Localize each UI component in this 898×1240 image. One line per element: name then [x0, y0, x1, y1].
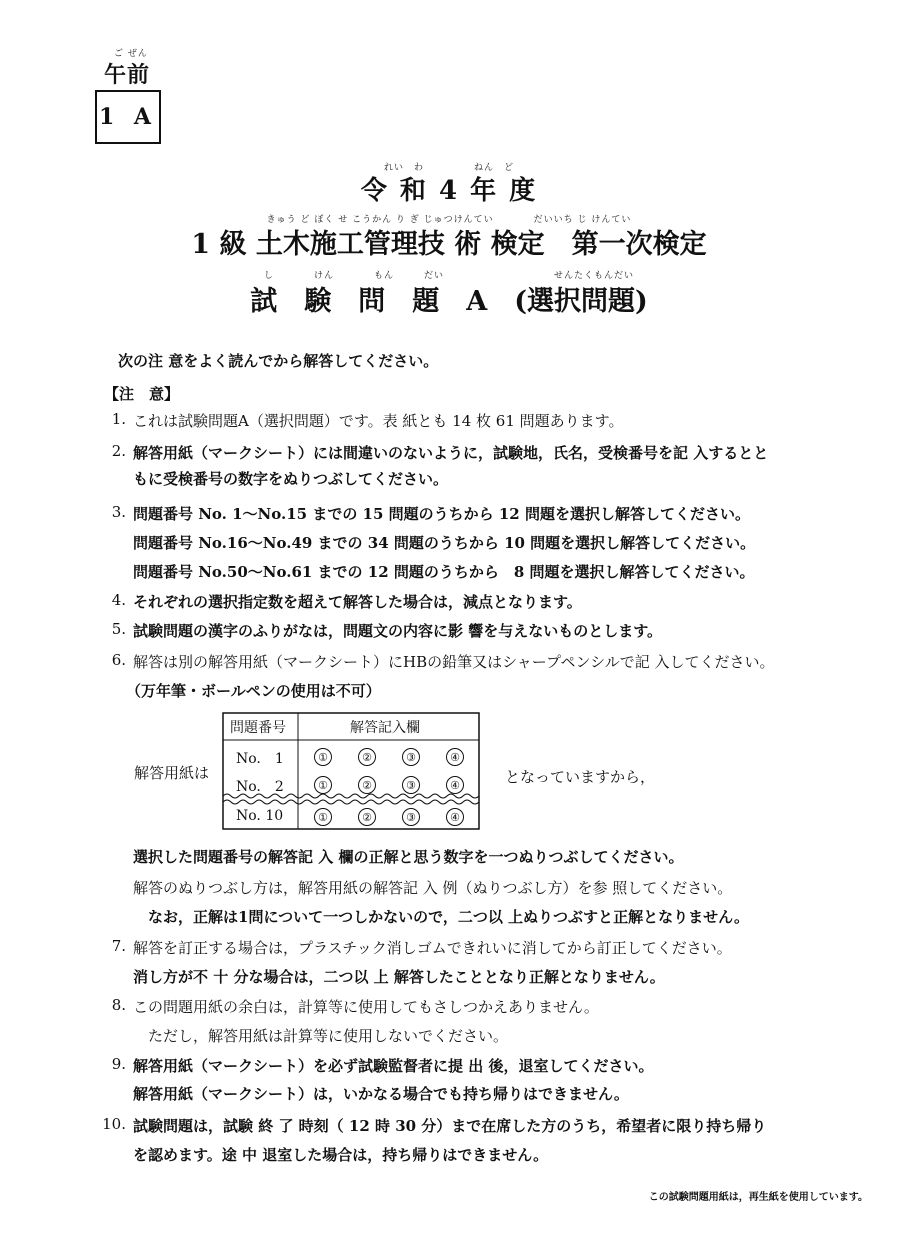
note-line: 問題番号 No.50～No.61 までの 12 問題のうちから 8 問題を選択し解答してください。	[133, 563, 755, 581]
paper-code: 1 A	[98, 104, 158, 130]
sheet-header-number: 問題番号	[230, 720, 286, 736]
note-line: 解答用紙（マークシート）には間違いのないように，試験地，氏名，受検番号を記 入するとと	[133, 444, 769, 462]
answer-bubble: ①	[314, 808, 332, 826]
note-line: もに受検番号の数字をぬりつぶしてください。	[133, 470, 449, 488]
intro-text: 次の注 意をよく読んでから解答してください。	[118, 352, 439, 370]
recycled-paper-notice: この試験問題用紙は，再生紙を使用しています。	[648, 1192, 868, 1203]
note-number: 1.	[111, 410, 126, 428]
title-exam-ruby: きゅう ど ぼく せ こうかん り ぎ じゅつけんてい だいいち じ けんてい	[266, 215, 632, 225]
notes-heading: 【注 意】	[104, 385, 180, 403]
note-line: なお，正解は1問について一つしかないので，二つ以 上ぬりつぶすと正解となりません。	[133, 908, 749, 926]
note-line: 問題番号 No.16～No.49 までの 34 問題のうちから 10 問題を選択し解答してください。	[133, 534, 756, 552]
note-number: 3.	[111, 503, 126, 521]
answer-bubble: ③	[402, 776, 420, 794]
answer-bubble: ①	[314, 776, 332, 794]
answer-bubble: ③	[402, 808, 420, 826]
note-line: 選択した問題番号の解答記 入 欄の正解と思う数字を一つぬりつぶしてください。	[133, 848, 684, 866]
sheet-row-label: No. 2	[236, 779, 284, 795]
answer-bubble: ②	[358, 776, 376, 794]
note-number: 5.	[111, 620, 126, 638]
note-line: 解答用紙（マークシート）は，いかなる場合でも持ち帰りはできません。	[133, 1085, 629, 1103]
note-line: この問題用紙の余白は，計算等に使用してもさしつかえありません。	[133, 998, 599, 1016]
answer-bubble: ①	[314, 748, 332, 766]
note-line: 試験問題の漢字のふりがなは，問題文の内容に影 響を与えないものとします。	[133, 622, 663, 640]
note-number: 6.	[111, 651, 126, 669]
note-line: 解答のぬりつぶし方は，解答用紙の解答記 入 例（ぬりつぶし方）を参 照してください。	[133, 879, 733, 897]
answer-sheet-tail: となっていますから，	[505, 768, 656, 786]
answer-bubble: ②	[358, 808, 376, 826]
note-number: 9.	[111, 1055, 126, 1073]
note-line: 解答を訂正する場合は，プラスチック消しゴムできれいに消してから訂正してください。	[133, 939, 732, 957]
sheet-row-label: No. 10	[236, 808, 284, 824]
note-line: 試験問題は，試験 終 了 時刻（ 12 時 30 分）まで在席した方のうち，希望者に限り持ち帰り	[133, 1117, 767, 1135]
note-line: を認めます。途 中 退室した場合は，持ち帰りはできません。	[133, 1146, 549, 1164]
session-label: 午前	[104, 62, 151, 88]
title-year: 令 和 4 年 度	[360, 176, 538, 206]
note-line: 問題番号 No. 1～No.15 までの 15 問題のうちから 12 問題を選択し解答してください。	[133, 505, 750, 523]
note-number: 8.	[111, 996, 126, 1014]
note-number: 10.	[102, 1115, 126, 1133]
note-line: それぞれの選択指定数を超えて解答した場合は，減点となります。	[133, 593, 582, 611]
answer-sheet-example	[222, 712, 480, 830]
note-number: 7.	[111, 937, 126, 955]
note-line: 解答は別の解答用紙（マークシート）にHBの鉛筆又はシャープペンシルで記 入してください。	[133, 653, 775, 671]
answer-bubble: ④	[446, 776, 464, 794]
answer-sheet-label: 解答用紙は	[134, 764, 210, 782]
sheet-header-answer: 解答記入欄	[350, 720, 420, 736]
note-number: 2.	[111, 442, 126, 460]
title-year-ruby: れい わ ねん ど	[383, 163, 514, 173]
sheet-row-label: No. 1	[236, 751, 284, 767]
title-paper-ruby: し けん もん だい せんたくもんだい	[263, 271, 634, 281]
answer-bubble: ②	[358, 748, 376, 766]
title-exam: 1 級 土木施工管理技 術 検定 第一次検定	[191, 229, 707, 260]
title-paper: 試 験 問 題 A (選択問題)	[250, 286, 648, 317]
note-line: これは試験問題A（選択問題）です。表 紙とも 14 枚 61 問題あります。	[133, 412, 624, 430]
note-line: 解答用紙（マークシート）を必ず試験監督者に提 出 後，退室してください。	[133, 1057, 654, 1075]
note-number: 4.	[111, 591, 126, 609]
answer-bubble: ④	[446, 808, 464, 826]
note-line: 消し方が不 十 分な場合は，二つ以 上 解答したこととなり正解となりません。	[133, 968, 665, 986]
note-line: ただし，解答用紙は計算等に使用しないでください。	[133, 1027, 509, 1045]
answer-bubble: ③	[402, 748, 420, 766]
session-ruby: ご ぜん	[114, 49, 148, 59]
answer-bubble: ④	[446, 748, 464, 766]
note-line: （万年筆・ボールペンの使用は不可）	[126, 682, 381, 700]
paper-code-box	[95, 90, 161, 144]
